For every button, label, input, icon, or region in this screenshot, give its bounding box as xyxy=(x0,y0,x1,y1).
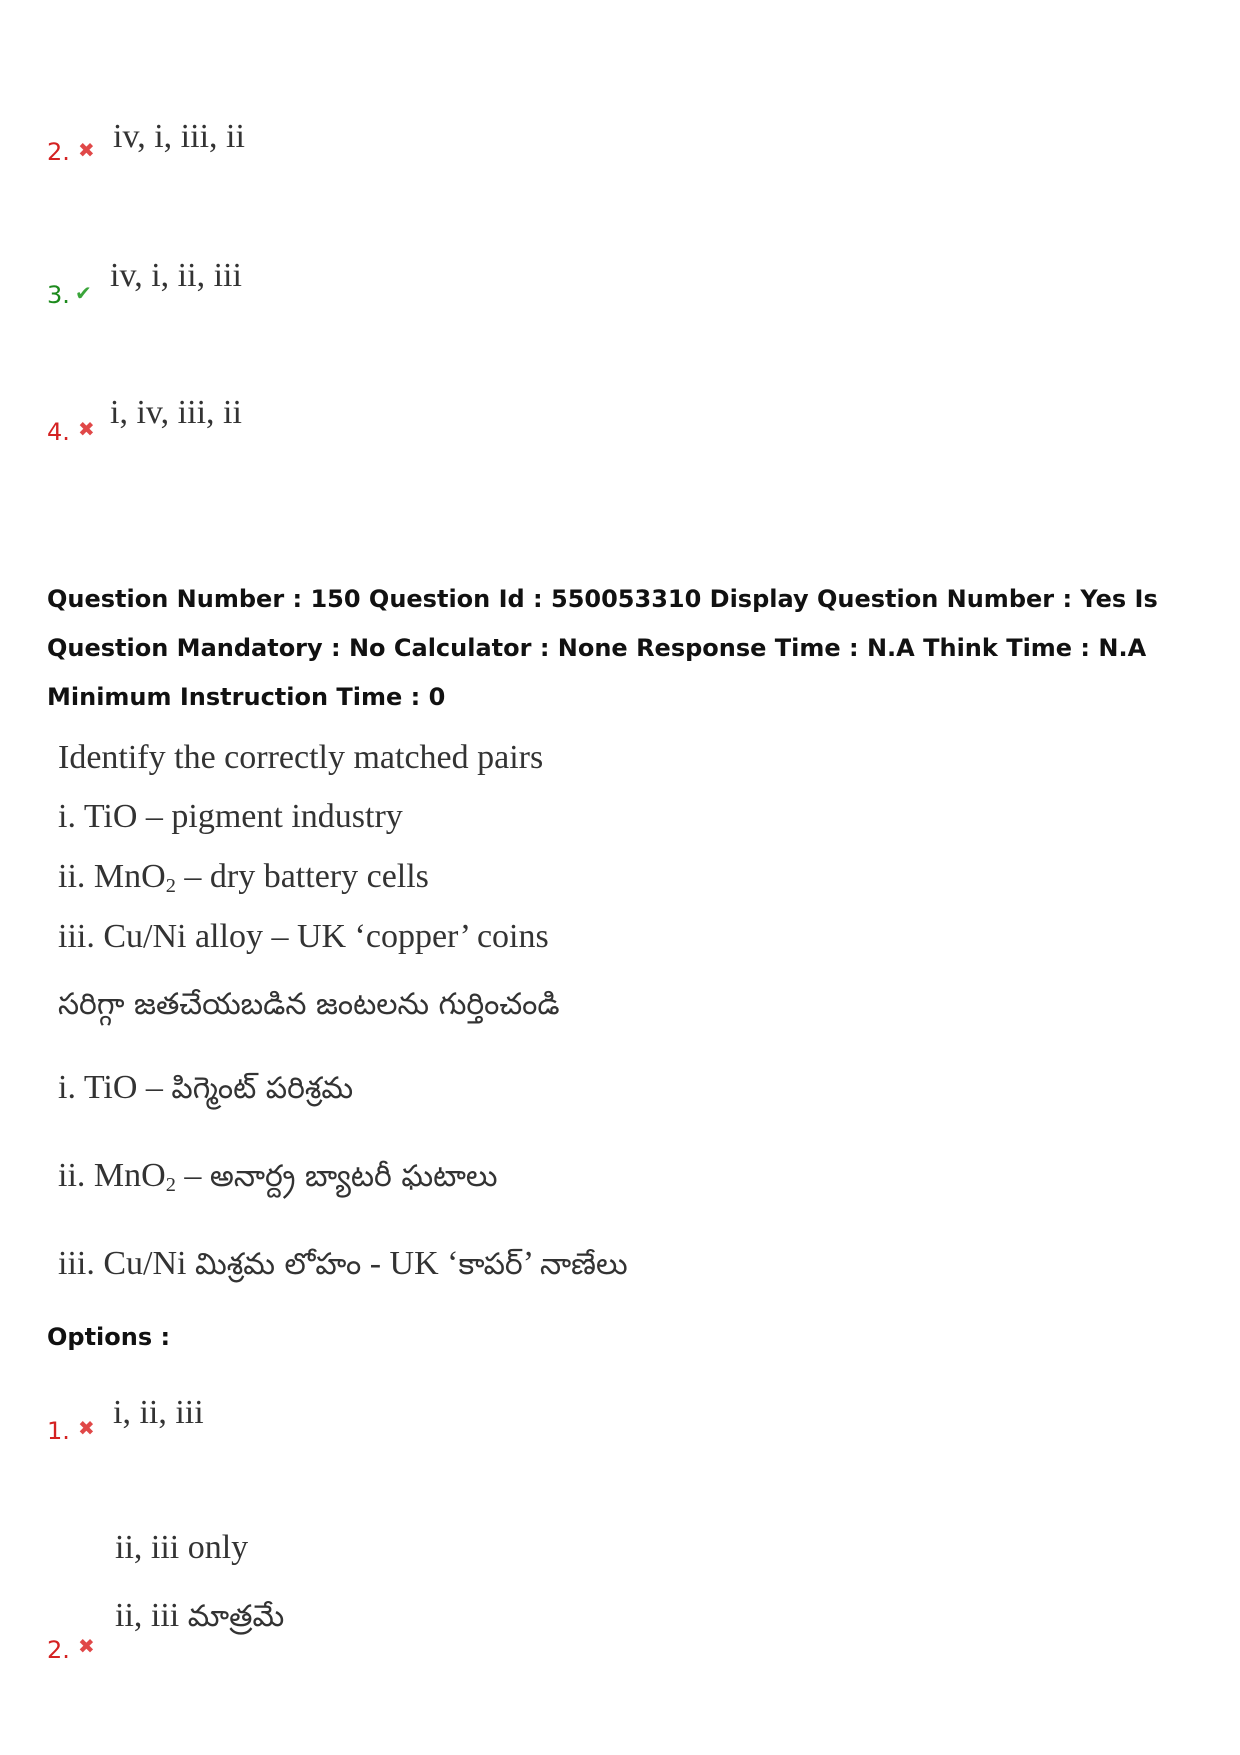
option-text-telugu: ii, iii మాత్రమే xyxy=(115,1597,285,1634)
option-text: i, iv, iii, ii xyxy=(110,394,242,431)
option-text-english: ii, iii only xyxy=(115,1529,249,1566)
option-text: i, ii, iii xyxy=(113,1394,204,1431)
pair-item-1: i. TiO – pigment industry xyxy=(58,798,403,835)
pair-item-1-telugu: i. TiO – పిగ్మెంట్ పరిశ్రమ xyxy=(58,1069,354,1106)
cross-icon: ✖ xyxy=(78,1634,95,1658)
pair-item-3: iii. Cu/Ni alloy – UK ‘copper’ coins xyxy=(58,918,549,955)
option-number: 4. xyxy=(47,418,70,446)
pair-item-3-telugu: iii. Cu/Ni మిశ్రమ లోహం - UK ‘కాపర్’ నాణేలు xyxy=(58,1245,628,1282)
options-label: Options : xyxy=(47,1323,171,1351)
option-text: iv, i, iii, ii xyxy=(113,118,245,155)
option-number: 2. xyxy=(47,138,70,166)
question-meta: Question Number : 150 Question Id : 550053310 Display Question Number : Yes Is Question Mandatory : No Calculator : None Response Time : N.A Think Time : N.A Minimum Instruction Time : 0 xyxy=(47,585,1158,711)
cross-icon: ✖ xyxy=(78,417,95,441)
cross-icon: ✖ xyxy=(78,138,95,162)
question-prompt: Identify the correctly matched pairs xyxy=(58,739,544,776)
check-icon: ✔ xyxy=(75,281,92,305)
option-number: 3. xyxy=(47,281,70,309)
option-number: 2. xyxy=(47,1636,70,1664)
question-prompt-telugu: సరిగ్గా జతచేయబడిన జంటలను గుర్తించండి xyxy=(58,987,560,1022)
pair-item-2-telugu: ii. MnO$_2$ – అనార్ద్ర బ్యాటరీ ఘటాలు xyxy=(58,1157,498,1197)
option-number: 1. xyxy=(47,1417,70,1445)
pair-item-2: ii. MnO$_2$ – dry battery cells xyxy=(58,858,429,898)
cross-icon: ✖ xyxy=(78,1416,95,1440)
option-text: iv, i, ii, iii xyxy=(110,257,242,294)
